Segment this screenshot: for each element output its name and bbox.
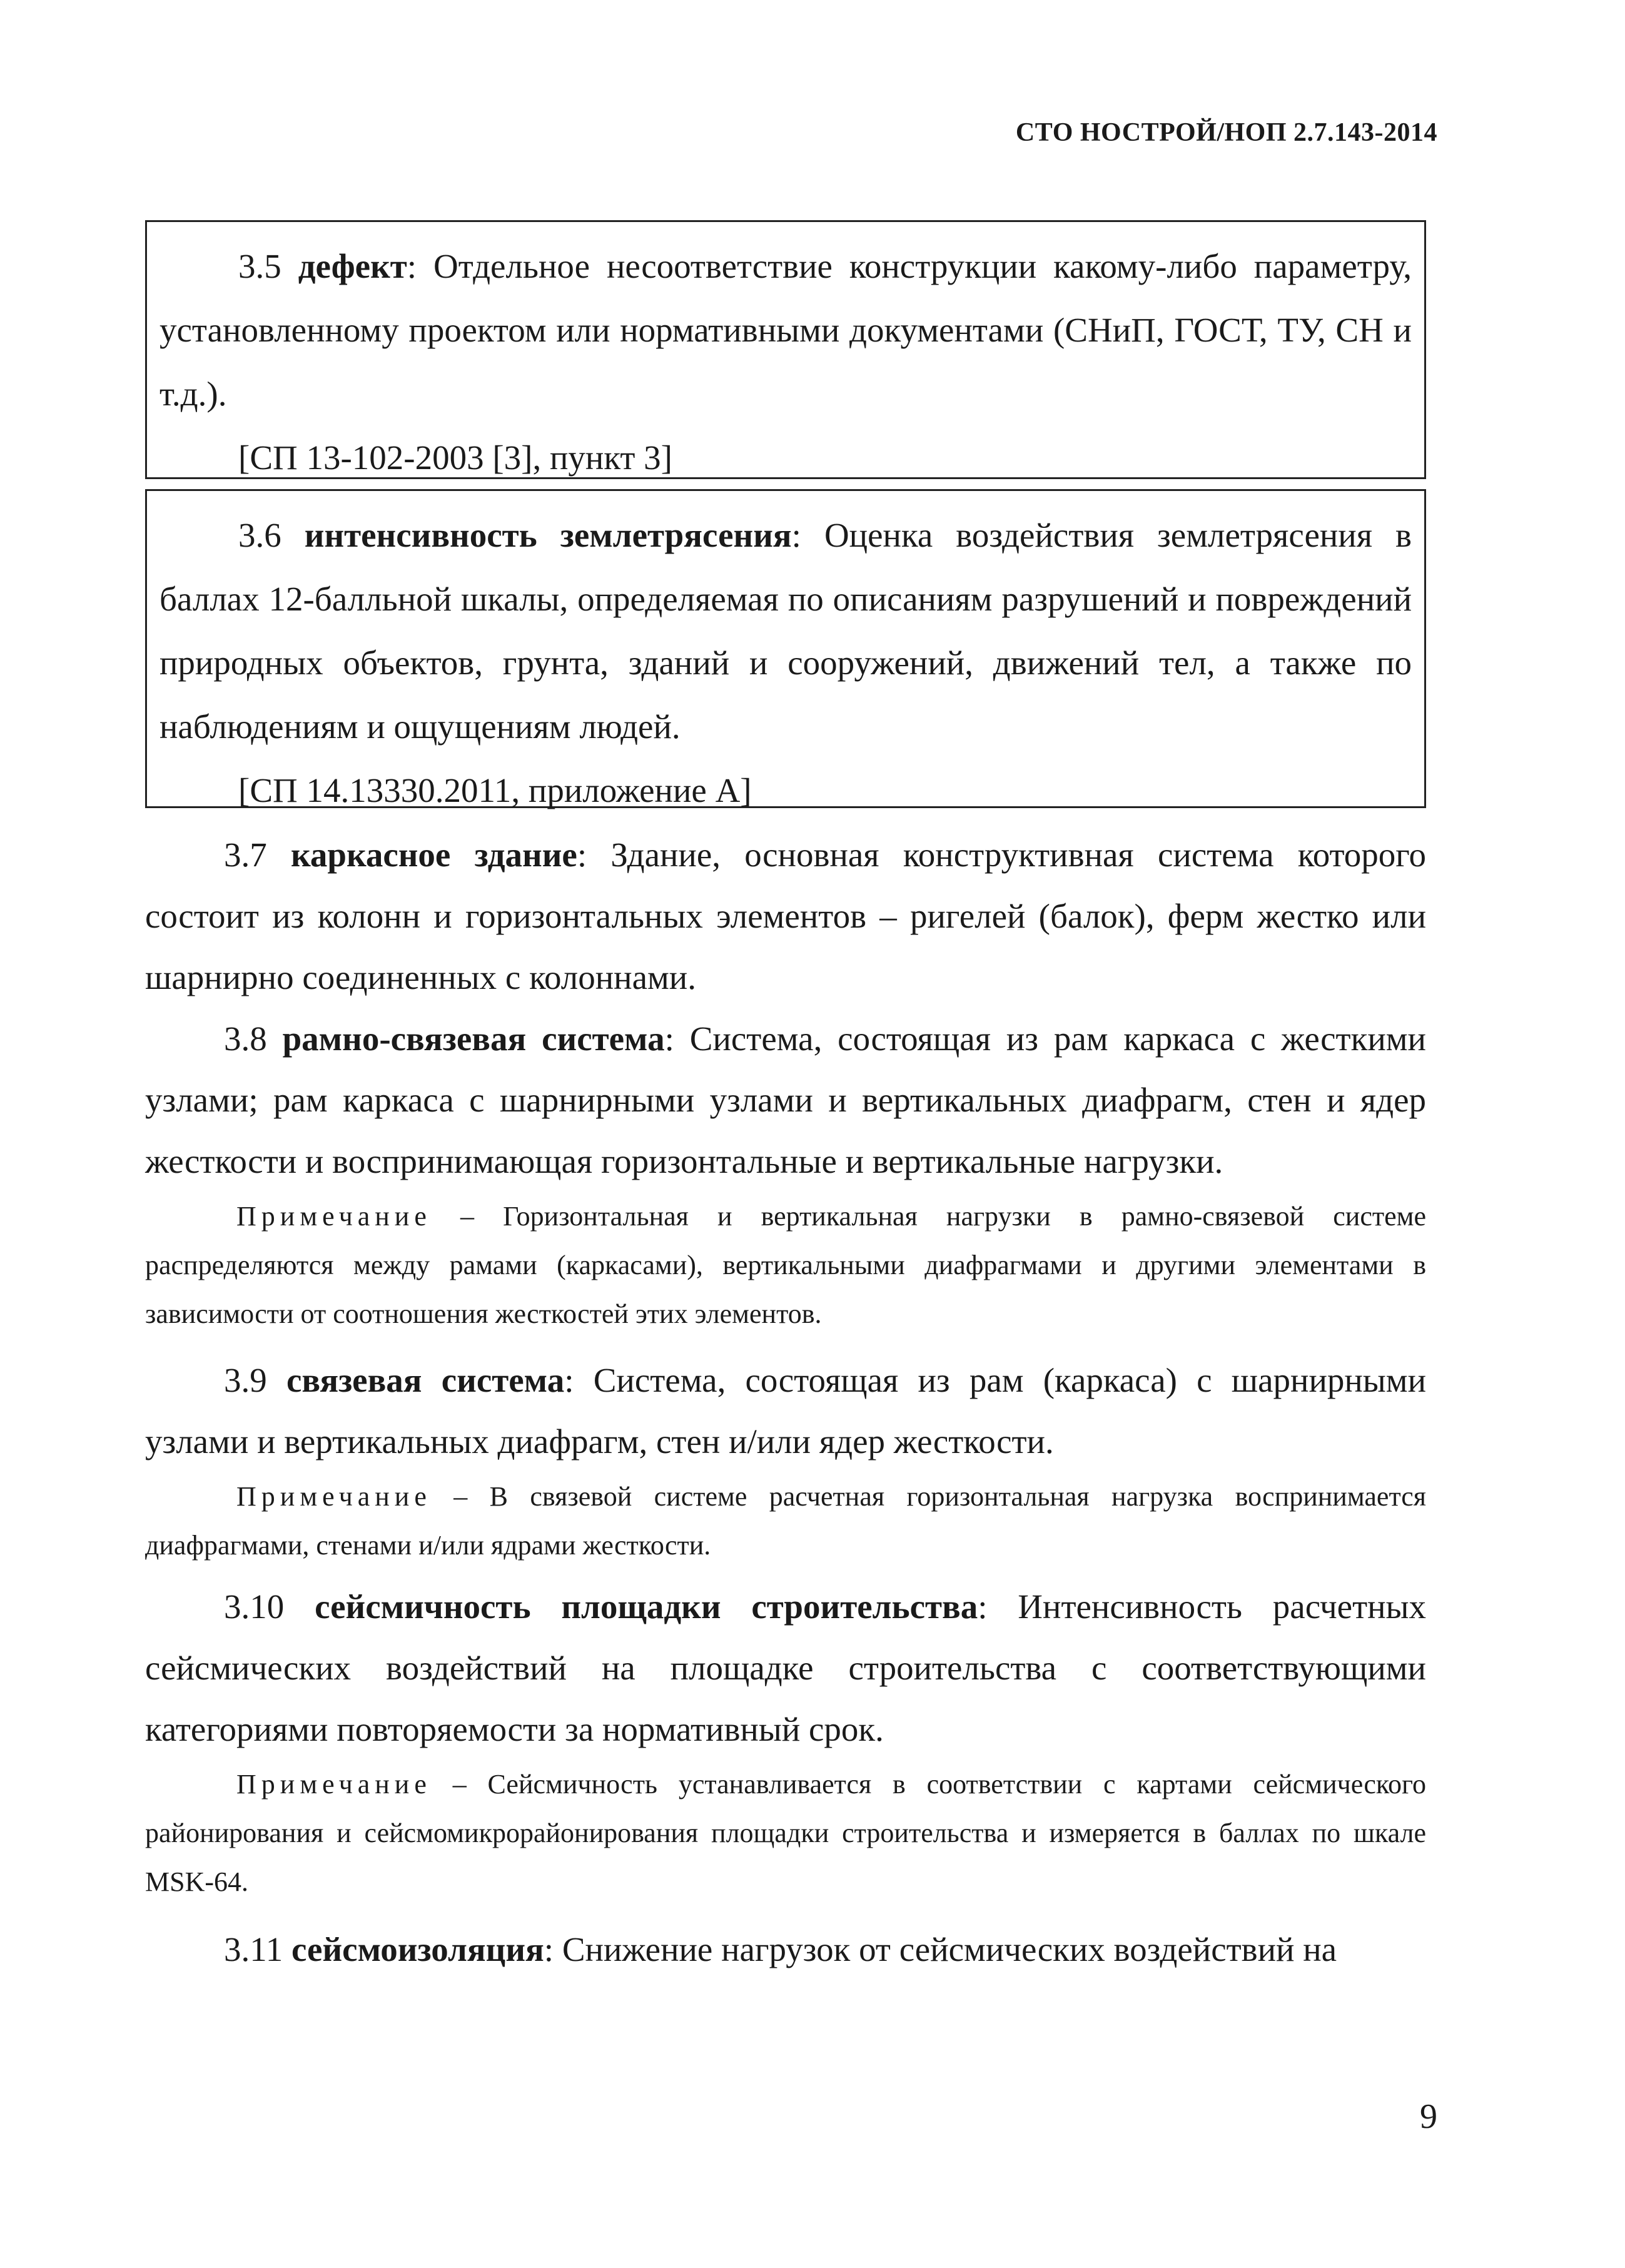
term-number: 3.9 [224,1361,267,1399]
term-3-11 [145,1919,1426,1980]
term-definition: : Система, состоящая из рам (каркаса) с шарнирными узлами и вертикальных диафрагм, стен и/или ядер жесткости. [145,1361,1427,1461]
term-paragraph [145,824,1426,1008]
term-definition: : Оценка воздействия землетрясения в баллах 12-балльной шкалы, определяемая по описаниям разрушений и повреждений природных объектов, грунта, зданий и сооружений, движений тел, а также по наблюдениям и ощущениям людей. [159,516,1412,746]
boxed-term-3-6 [145,489,1426,808]
term-name: рамно-связевая система [282,1020,665,1058]
term-definition: : Здание, основная конструктивная система которого состоит из колонн и горизонтальных элементов – ригелей (балок), ферм жестко или шарнирно соединенных с колоннами. [145,836,1427,996]
term-3-7 [145,824,1426,1008]
term-name: интенсивность землетрясения [304,516,792,554]
term-paragraph [145,1576,1426,1760]
term-number: 3.6 [238,516,281,554]
term-name: сейсмоизоляция [291,1930,544,1968]
term-source: [СП 13-102-2003 [3], пункт 3] [238,438,672,477]
note-label: Примечание [236,1201,432,1232]
note-label: Примечание [236,1481,432,1512]
term-definition: : Интенсивность расчетных сейсмических воздействий на площадке строительства с соответствующими категориями повторяемости за нормативный срок. [145,1587,1426,1748]
term-3-8 [145,1008,1426,1339]
term-number: 3.5 [238,247,281,285]
term-number: 3.8 [224,1020,267,1058]
note-text: – Горизонтальная и вертикальная нагрузки в рамно-связевой системе распределяются между рамами (каркасами), вертикальными диафрагмами и другими элементами в зависимости от соотношения жесткостей этих элементов. [145,1201,1426,1329]
term-note [145,1192,1426,1339]
term-paragraph [159,504,1412,759]
boxed-term-3-5 [145,220,1426,479]
note-text: – В связевой системе расчетная горизонтальная нагрузка воспринимается диафрагмами, стенами и/или ядрами жесткости. [145,1481,1426,1561]
note-text: – Сейсмичность устанавливается в соответствии с картами сейсмического районирования и сейсмомикрорайонирования площадки строительства и измеряется в баллах по шкале MSK-64. [145,1769,1426,1897]
term-3-9 [145,1350,1426,1570]
term-note [145,1472,1426,1570]
term-source: [СП 14.13330.2011, приложение А] [238,771,752,809]
term-3-10 [145,1576,1426,1906]
term-name: дефект [298,247,407,285]
term-paragraph [159,235,1412,426]
term-name: сейсмичность площадки строительства [315,1587,978,1626]
term-paragraph [145,1008,1426,1192]
term-definition: : Система, состоящая из рам каркаса с жесткими узлами; рам каркаса с шарнирными узлами и вертикальных диафрагм, стен и ядер жесткости и воспринимающая горизонтальные и вертикальные нагрузки. [145,1020,1426,1180]
page-number: 9 [1420,2097,1437,2136]
document-code-header: СТО НОСТРОЙ/НОП 2.7.143-2014 [1015,118,1437,147]
term-paragraph [145,1919,1426,1980]
term-definition: : Отдельное несоответствие конструкции какому-либо параметру, установленному проектом или нормативными документами (СНиП, ГОСТ, ТУ, СН и т.д.). [159,247,1412,413]
note-label: Примечание [236,1769,432,1800]
term-paragraph [145,1350,1426,1472]
term-name: связевая система [286,1361,565,1399]
term-definition: : Снижение нагрузок от сейсмических воздействий на [544,1930,1337,1968]
term-number: 3.10 [224,1587,285,1626]
term-number: 3.7 [224,836,267,874]
term-name: каркасное здание [291,836,577,874]
term-number: 3.11 [224,1930,283,1968]
term-note [145,1760,1426,1906]
